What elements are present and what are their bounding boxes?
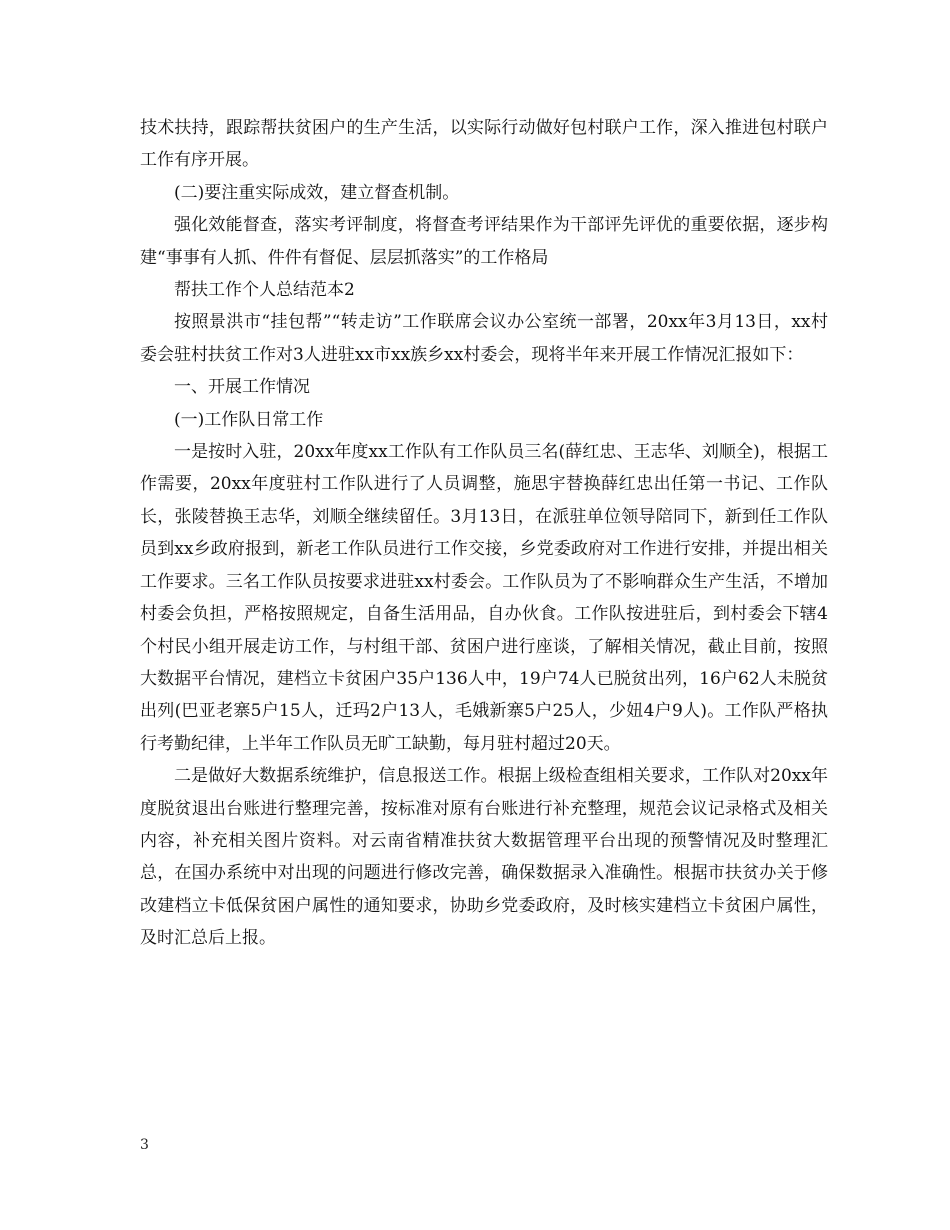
paragraph-2-heading: (二)要注重实际成效，建立督查机制。 bbox=[174, 182, 460, 203]
document-body bbox=[140, 112, 828, 955]
heading-work-situation: 一、开展工作情况 bbox=[174, 377, 310, 398]
paragraph-8: 一是按时入驻，20xx年度xx工作队有工作队员三名(薛红忠、王志华、刘顺全)，根据工作需要，20xx年度驻村工作队进行了人员调整，施思宇替换薛红忠出任第一书记、工作队长，张陵替换王志华，刘顺全继续留任。3月13日，在派驻单位领导陪同下，新到任工作队员到xx乡政府报到，新老工作队员进行工作交接，乡党委政府对工作进行安排，并提出相关工作要求。三名工作队员按要求进驻xx村委会。工作队员为了不影响群众生产生活，不增加村委会负担，严格按照规定，自备生活用品，自办伙食。工作队按进驻后，到村委会下辖4个村民小组开展走访工作，与村组干部、贫困户进行座谈，了解相关情况，截止目前，按照大数据平台情况，建档立卡贫困户35户136人中，19户74人已脱贫出列，16户62人未脱贫出列(巴亚老寨5户15人，迁玛2户13人，毛娥新寨5户25人，少妞4户9人)。工作队严格执行考勤纪律，上半年工作队员无旷工缺勤，每月驻村超过20天。 bbox=[140, 442, 828, 754]
paragraph-9: 二是做好大数据系统维护，信息报送工作。根据上级检查组相关要求，工作队对20xx年度脱贫退出台账进行整理完善，按标准对原有台账进行补充整理，规范会议记录格式及相关内容，补充相关图片资料。对云南省精准扶贫大数据管理平台出现的预警情况及时整理汇总，在国办系统中对出现的问题进行修改完善，确保数据录入准确性。根据市扶贫办关于修改建档立卡低保贫困户属性的通知要求，协助乡党委政府，及时核实建档立卡贫困户属性，及时汇总后上报。 bbox=[140, 766, 828, 949]
paragraph-5: 按照景洪市“挂包帮”“转走访”工作联席会议办公室统一部署，20xx年3月13日，xx村委会驻村扶贫工作对3人进驻xx市xx族乡xx村委会，现将半年来开展工作情况汇报如下： bbox=[140, 312, 828, 365]
section-title: 帮扶工作个人总结范本2 bbox=[174, 280, 355, 301]
paragraph-3: 强化效能督查，落实考评制度，将督查考评结果作为干部评先评优的重要依据，逐步构建“事事有人抓、件件有督促、层层抓落实”的工作格局 bbox=[140, 215, 828, 268]
subheading-daily-work: (一)工作队日常工作 bbox=[174, 409, 324, 430]
page-number: 3 bbox=[140, 1137, 149, 1153]
paragraph-1: 技术扶持，跟踪帮扶贫困户的生产生活，以实际行动做好包村联户工作，深入推进包村联户工作有序开展。 bbox=[140, 118, 828, 171]
